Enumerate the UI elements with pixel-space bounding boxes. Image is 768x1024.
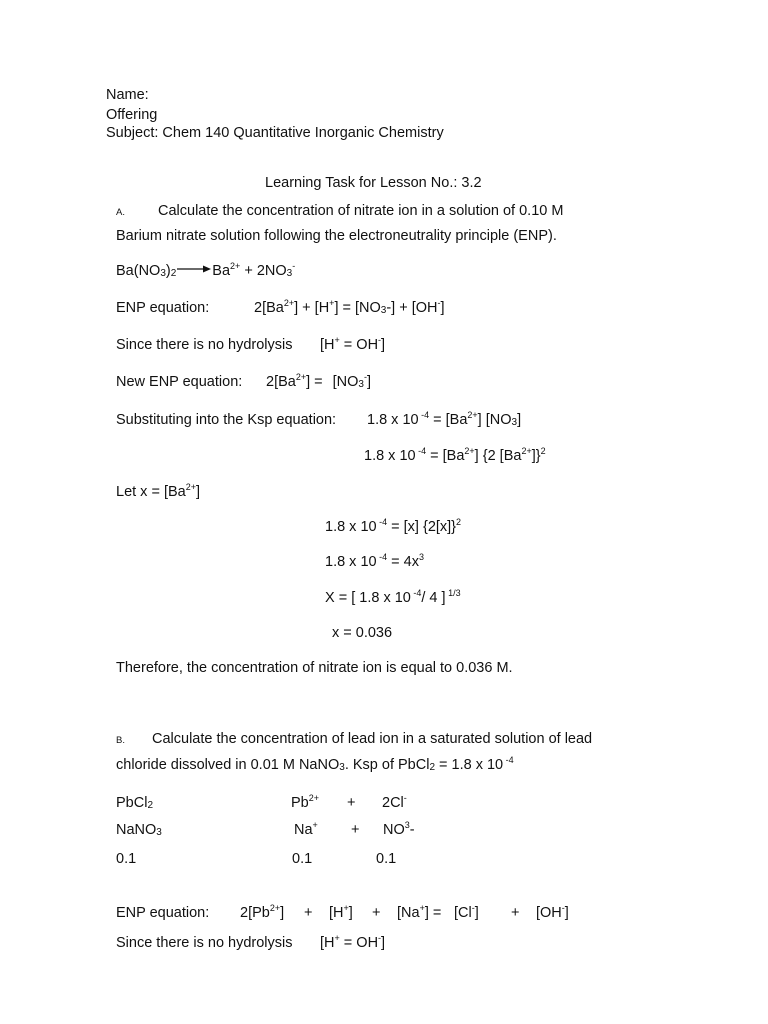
ksp-substituted-equation: 1.8 x 10 $^{-4} = [Ba^{2+}]$ {2 $[Ba^{2+}]\}^2$: [364, 446, 546, 464]
part-a-conclusion: Therefore, the concentration of nitrate ion is equal to 0.036 M.: [116, 660, 513, 676]
new-enp-equation: $2[Ba^{2+}] = [NO_3^-]$: [266, 372, 372, 390]
new-enp-label: New ENP equation:: [116, 374, 243, 390]
row-nano3-na-ion: Na+: [294, 820, 318, 838]
let-x-line: Let $x = [Ba^{2+}]$: [116, 482, 201, 500]
row-nano3-plus: +: [351, 822, 360, 838]
row-nano3-no3-ion: $NO^3-$: [383, 820, 415, 838]
reaction-arrow-icon: [177, 264, 211, 274]
part-b-question-line2: chloride dissolved in 0.01 M NaNO$_3$. Ksp of PbCl$_2$ = 1.8 x 10 $^{-4}$: [116, 755, 514, 773]
enp-b-plus-1: +: [304, 905, 313, 921]
row-pbcl2-cl-ion: 2Cl-: [382, 793, 407, 811]
substitution-label: Substituting into the Ksp equation:: [116, 412, 337, 428]
no-hydrolysis-b-equation: [H+ = OH-]: [320, 933, 386, 951]
row-conc-2: 0.1: [292, 851, 313, 867]
enp-equation-b-label: ENP equation:: [116, 905, 210, 921]
subject-line: Subject: Chem 140 Quantitative Inorganic Chemistry: [106, 125, 444, 141]
part-a-question-line1: Calculate the concentration of nitrate ion in a solution of 0.10 M: [158, 203, 564, 219]
enp-equation: $2[Ba^{2+}] + [H^+] = [NO_3-] + [OH^-]$: [254, 298, 445, 316]
enp-b-term-h: [H+]: [329, 903, 353, 921]
enp-equation-label: ENP equation:: [116, 300, 210, 316]
enp-b-plus-2: +: [372, 905, 381, 921]
row-pbcl2-pb-ion: $Pb^{2+}$: [291, 793, 320, 811]
no-hydrolysis-b-label: Since there is no hydrolysis: [116, 935, 293, 951]
dissociation-reaction: $Ba(NO_3)_2$ $Ba^{2+} + 2NO_3^-$: [116, 261, 296, 279]
row-conc-3: 0.1: [376, 851, 397, 867]
part-b-question-line1: Calculate the concentration of lead ion in a saturated solution of lead: [152, 731, 593, 747]
enp-b-plus-3: +: [511, 905, 520, 921]
row-nano3-formula: NaNO$_3$: [116, 822, 162, 838]
row-pbcl2-plus: +: [347, 795, 356, 811]
part-a-question-line2: Barium nitrate solution following the electroneutrality principle (ENP).: [116, 228, 557, 244]
enp-b-term-cl: [Cl-]: [454, 903, 479, 921]
no-hydrolysis-equation: [H+ = OH-]: [320, 335, 386, 353]
enp-b-term-pb: $2[Pb^{2+}]$: [240, 903, 285, 921]
row-conc-1: 0.1: [116, 851, 137, 867]
enp-b-term-oh: [OH-]: [536, 903, 569, 921]
row-pbcl2-formula: PbCl$_2$: [116, 795, 153, 811]
ksp-equation: 1.8 x 10 $^{-4} = [Ba^{2+}]$ $[NO_3]$: [367, 410, 522, 428]
solve-step-2: 1.8 x 10 $^{-4} = 4x^3$: [325, 552, 424, 570]
name-label: Name:: [106, 87, 149, 103]
page-title: Learning Task for Lesson No.: 3.2: [265, 175, 482, 191]
offering-label: Offering: [106, 107, 158, 123]
enp-b-term-na: [Na+] =: [397, 903, 442, 921]
part-a-letter: A.: [116, 207, 125, 218]
part-b-letter: B.: [116, 735, 125, 746]
solve-step-1: 1.8 x 10 $^{-4}$ = [x] $\{2[x]\}^2$: [325, 517, 462, 535]
no-hydrolysis-label: Since there is no hydrolysis: [116, 337, 293, 353]
solve-step-3: X = [ 1.8 x 10 $^{-4}$/ 4 ] $^{1/3}$: [325, 588, 461, 606]
solve-result: x = 0.036: [332, 625, 393, 641]
